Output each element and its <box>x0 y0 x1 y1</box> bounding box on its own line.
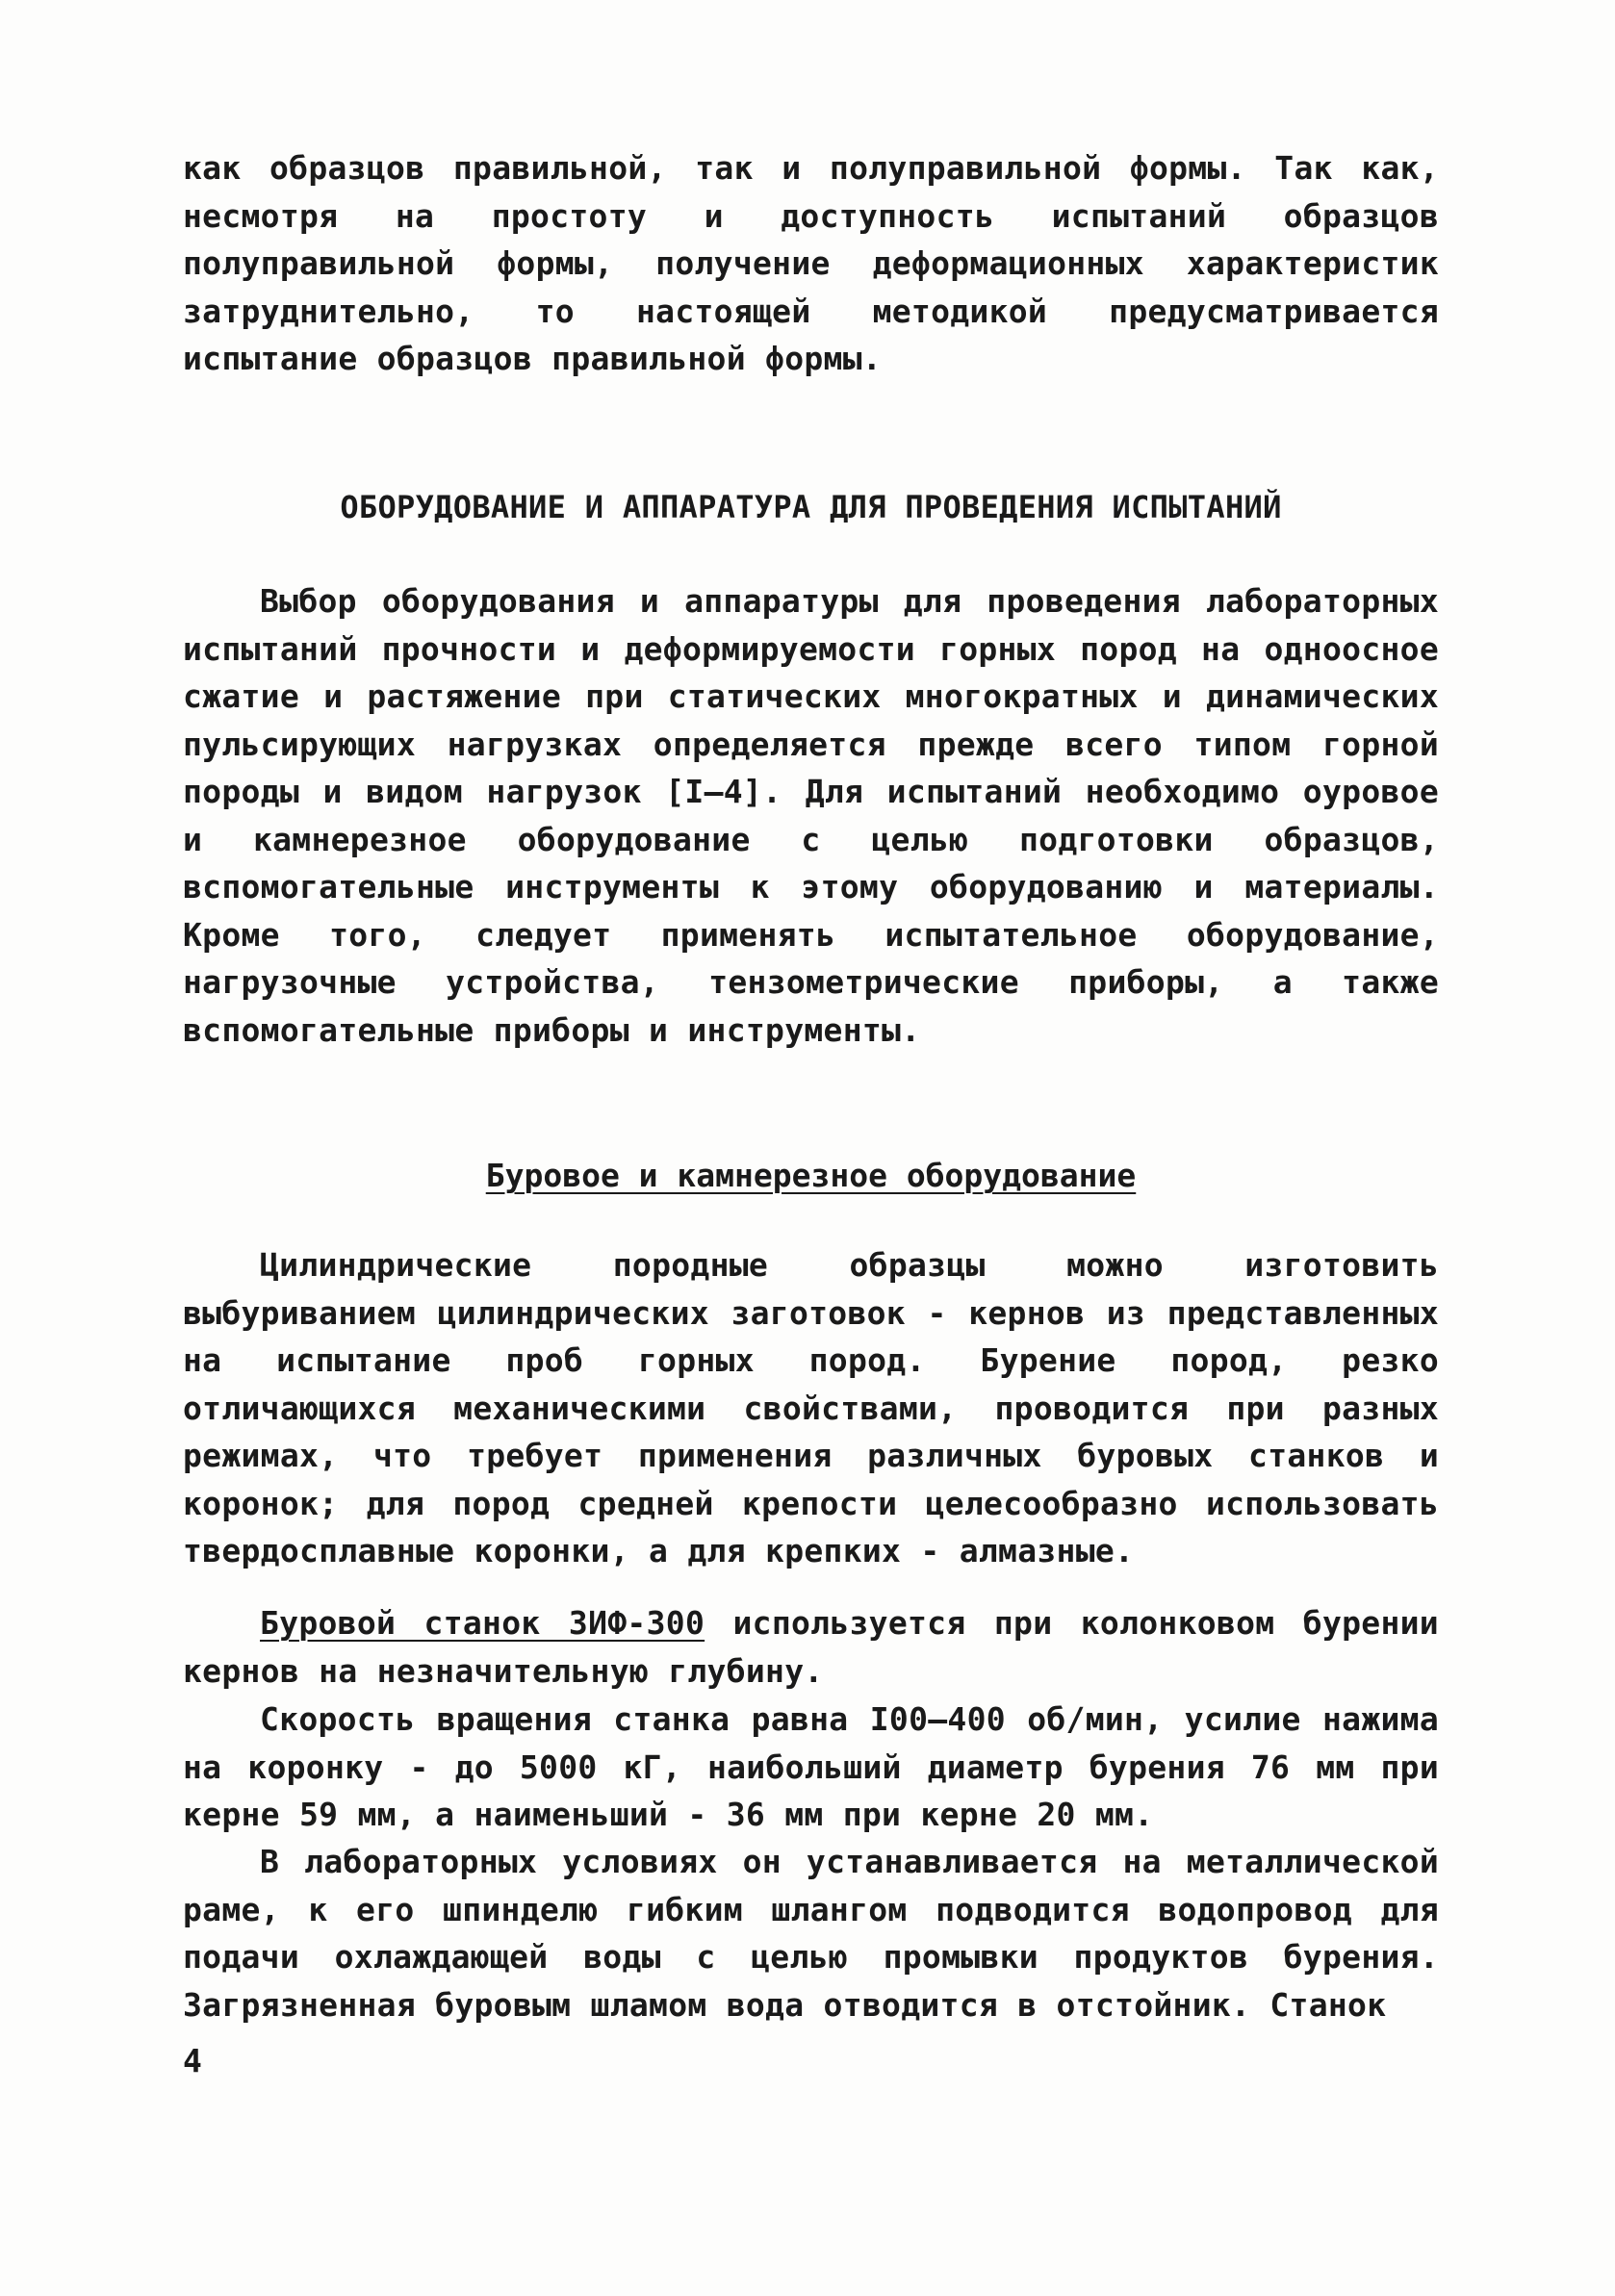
intro-paragraph: как образцов правильной, так и полуправильной формы. Так как, несмотря на простоту и доступность испытаний образцов полуправильной формы, получение деформационных характеристик затруднительно, то настоящей методикой предусматривается испытание образцов правильной формы. <box>183 149 1439 377</box>
page-number: 4 <box>183 2042 202 2079</box>
zif-paragraph <box>183 1599 1439 1695</box>
lab-conditions-paragraph: В лабораторных условиях он устанавливается на металлической раме, к его шпинделю гибким шлангом подводится водопровод для подачи охлаждающей воды с целью промывки продуктов бурения. Загрязненная буровым шламом вода отводится в отстойник. Станок <box>183 1843 1439 2024</box>
zif-description: используется при колонковом бурении кернов на незначительную глубину. <box>183 1604 1439 1690</box>
equipment-paragraph: Выбор оборудования и аппаратуры для проведения лабораторных испытаний прочности и деформируемости горных пород на одноосное сжатие и растяжение при статических многократных и динамических пульсирующих нагрузках определяется прежде всего типом горной породы и видом нагрузок [I–4]. Для испытаний необходимо оуровое и камнерезное оборудование с целью подготовки образцов, вспомогательные инструменты к этому оборудованию и материалы. Кроме того, следует применять испытательное оборудование, нагрузочные устройства, тензометрические приборы, а также вспомогательные приборы и инструменты. <box>183 582 1439 1049</box>
speed-paragraph: Скорость вращения станка равна I00–400 об/мин, усилие нажима на коронку - до 5000 кГ, наибольший диаметр бурения 76 мм при керне 59 мм, а наименьший - 36 мм при керне 20 мм. <box>183 1700 1439 1833</box>
subsection-heading-drilling: Буровое и камнерезное оборудование <box>485 1157 1137 1194</box>
zif-term: Буровой станок ЗИФ-300 <box>260 1604 705 1642</box>
section-heading-equipment: ОБОРУДОВАНИЕ И АППАРАТУРА ДЛЯ ПРОВЕДЕНИЯ ИСПЫТАНИЙ <box>340 489 1282 525</box>
cylinder-samples-paragraph: Цилиндрические породные образцы можно изготовить выбуриванием цилиндрических заготовок - кернов из представленных на испытание проб горных пород. Бурение пород, резко отличающихся механическими свойствами, проводится при разных режимах, что требует применения различных буровых станков и коронок; для пород средней крепости целесообразно использовать твердосплавные коронки, а для крепких - алмазные. <box>183 1246 1439 1569</box>
